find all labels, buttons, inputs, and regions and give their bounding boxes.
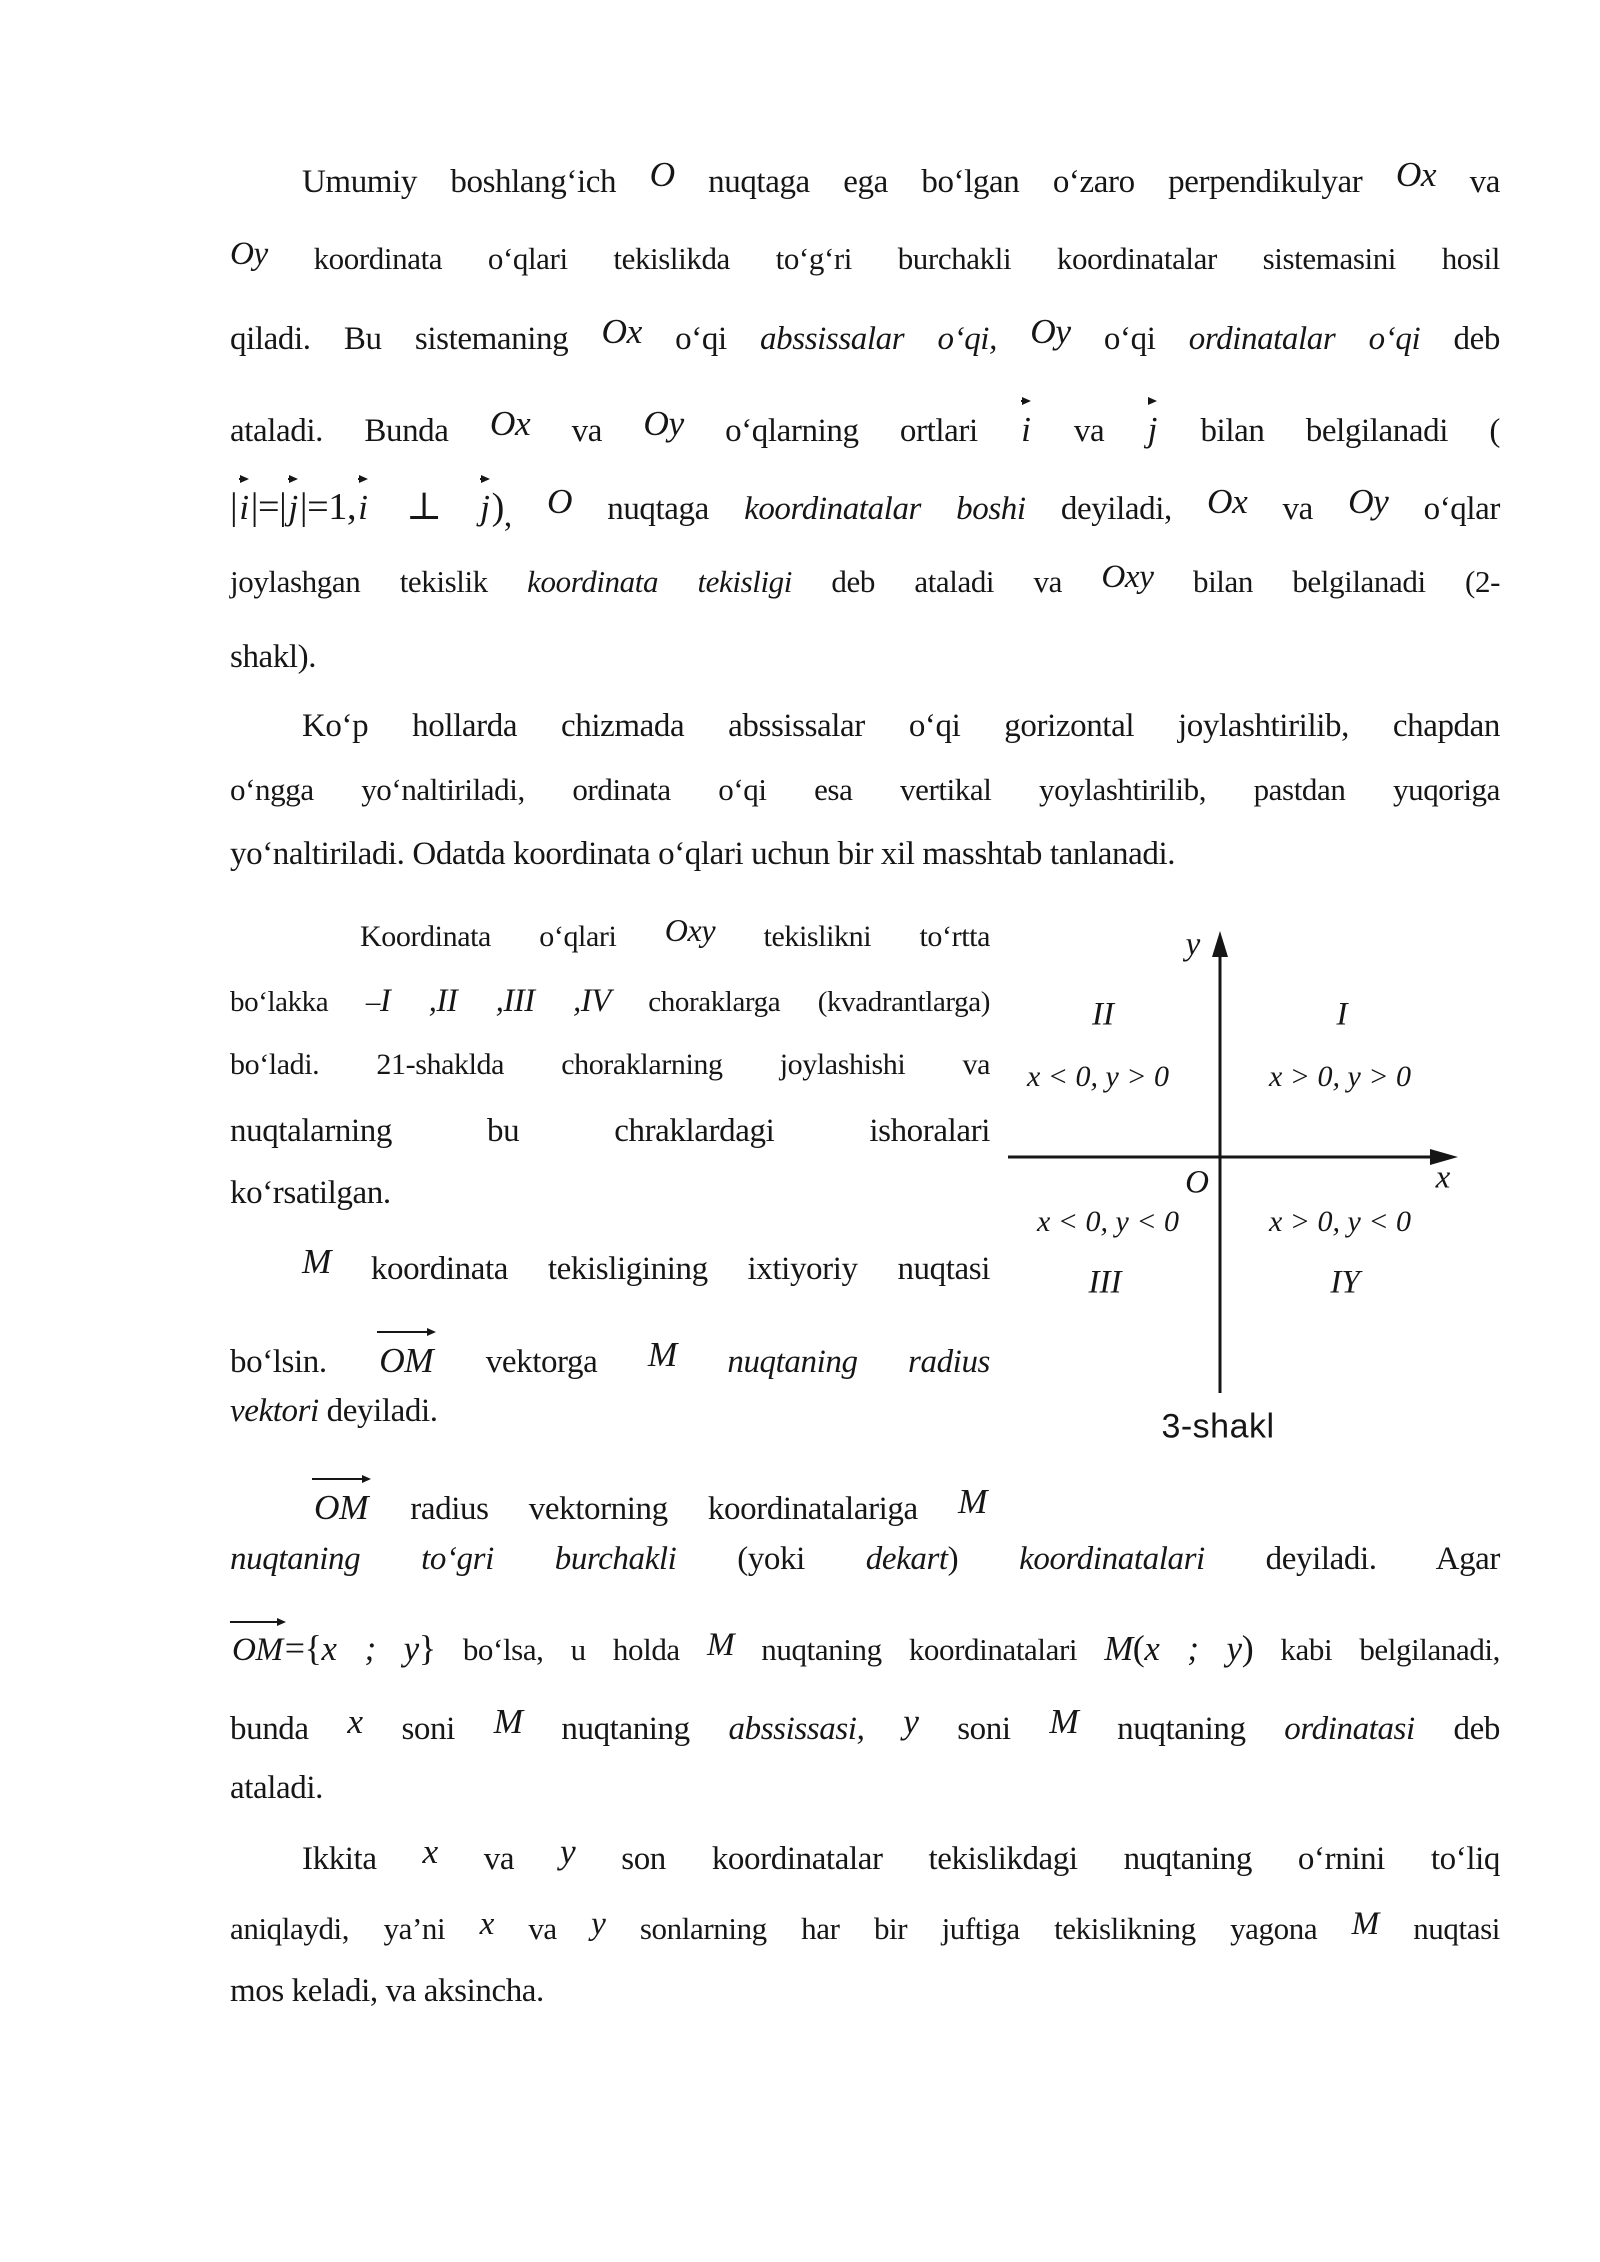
- text-segment: O: [546, 482, 573, 522]
- text-segment: nuqtaning: [1078, 1711, 1285, 1747]
- text-segment: deb ataladi va: [792, 564, 1102, 599]
- text-line: [230, 1970, 1500, 2013]
- text-segment: Oy: [1348, 482, 1389, 522]
- quadrant-2-numeral: II: [1092, 996, 1114, 1033]
- text-segment: [677, 1344, 727, 1380]
- text-segment: M: [1351, 1904, 1379, 1942]
- text-segment: ): [491, 486, 504, 528]
- text-segment: soni: [918, 1711, 1050, 1747]
- text-segment: nuqtaning to‘gri burchakli: [230, 1541, 677, 1577]
- vector-symbol: j: [1146, 397, 1159, 453]
- vector-arrow-icon: [377, 1331, 434, 1333]
- text-segment: dekart: [865, 1541, 948, 1577]
- text-segment: y: [560, 1832, 576, 1872]
- text-line: [230, 770, 1500, 810]
- text-segment: o‘qlarning ortlari: [683, 413, 1020, 449]
- text-segment: ): [947, 1541, 1020, 1577]
- vector-arrow-icon: [358, 478, 365, 480]
- text-segment: ): [1241, 1628, 1254, 1668]
- text-segment: nuqtasi: [1378, 1911, 1500, 1946]
- text-segment: kabi belgilanadi,: [1253, 1632, 1500, 1667]
- text-segment: x ; y: [321, 1629, 419, 1668]
- text-segment: Oy: [643, 404, 684, 444]
- text-segment: I ,II ,III ,IV: [379, 983, 611, 1019]
- text-segment: ataladi. Bunda: [230, 413, 490, 449]
- text-segment: Ox: [1207, 482, 1248, 522]
- text-segment: va: [1436, 164, 1500, 200]
- text-segment: mos keladi, va aksincha.: [230, 1973, 544, 2009]
- text-segment: |=|: [250, 486, 287, 528]
- quadrant-4-sign: x > 0, y < 0: [1268, 1205, 1412, 1238]
- vector-symbol: i: [1019, 397, 1032, 453]
- text-line: [230, 557, 1500, 603]
- text-segment: M: [1049, 1702, 1079, 1742]
- text-line: [360, 911, 990, 957]
- text-segment: koordinata tekisligi: [527, 564, 792, 599]
- text-line: [230, 1904, 1500, 1950]
- text-segment: bo‘ladi. 21-shaklda choraklarning joylashishi va: [230, 1048, 990, 1081]
- text-segment: nuqtaga: [572, 491, 745, 527]
- text-segment: Koordinata o‘qlari: [360, 920, 665, 953]
- text-segment: y: [591, 1904, 606, 1942]
- text-segment: ⊥: [369, 486, 479, 528]
- text-segment: radius vektorning koordinatalariga: [370, 1491, 958, 1527]
- vector-arrow-icon: [1021, 400, 1028, 402]
- text-line: [230, 980, 990, 1022]
- quadrant-4-numeral: IY: [1330, 1264, 1360, 1301]
- text-line: [230, 1328, 990, 1384]
- text-segment: koordinatalari: [1019, 1541, 1205, 1577]
- vector-arrow-icon: [1148, 400, 1155, 402]
- text-segment: |=1,: [299, 486, 357, 528]
- text-segment: (: [1132, 1628, 1145, 1668]
- text-line: [230, 1767, 1500, 1810]
- text-segment: Ko‘p hollarda chizmada abssissalar o‘qi gorizontal joylashtirilib, chapdan: [302, 708, 1500, 744]
- text-segment: Oy: [1030, 312, 1071, 352]
- text-segment: nuqtaning koordinatalari: [734, 1632, 1105, 1667]
- text-line: [230, 636, 1500, 679]
- text-segment: x: [479, 1904, 494, 1942]
- text-segment: deyiladi.: [318, 1393, 438, 1429]
- text-segment: M: [302, 1242, 332, 1282]
- text-segment: nuqtaning: [522, 1711, 729, 1747]
- text-segment: deyiladi. Agar: [1204, 1541, 1501, 1577]
- text-segment: bo‘lsin.: [230, 1344, 378, 1380]
- y-axis-label: y: [1185, 926, 1201, 963]
- text-segment: bo‘lakka –: [230, 986, 380, 1018]
- text-segment: va: [1247, 491, 1349, 527]
- text-line: [230, 397, 1500, 453]
- text-segment: O: [649, 155, 675, 195]
- text-segment: }: [418, 1628, 436, 1668]
- text-segment: joylashgan tekislik: [230, 564, 528, 599]
- text-segment: o‘qi: [641, 321, 761, 357]
- text-segment: bilan belgilanadi (2-: [1153, 564, 1500, 599]
- axes-icon: [990, 915, 1490, 1475]
- text-segment: [997, 321, 1030, 357]
- text-line: [230, 312, 1500, 361]
- text-line: [230, 1538, 1500, 1581]
- text-segment: bo‘lsa, u holda: [435, 1632, 707, 1667]
- vector-arrow-icon: [239, 478, 246, 480]
- text-segment: ,: [503, 498, 547, 535]
- vector-symbol: OM: [230, 1618, 285, 1671]
- vector-arrow-icon: [230, 1621, 284, 1623]
- text-segment: (yoki: [676, 1541, 866, 1577]
- text-segment: deyiladi,: [1025, 491, 1207, 527]
- quadrant-1-sign: x > 0, y > 0: [1268, 1060, 1412, 1093]
- text-segment: Ox: [601, 312, 642, 352]
- text-segment: o‘qlar: [1388, 491, 1500, 527]
- text-line: [230, 1702, 1500, 1751]
- text-segment: vektorga: [435, 1344, 648, 1380]
- text-segment: [864, 1711, 903, 1747]
- text-segment: abssissasi,: [728, 1711, 865, 1747]
- text-segment: ko‘rsatilgan.: [230, 1175, 391, 1211]
- text-line: [230, 1618, 1500, 1672]
- text-segment: o‘ngga yo‘naltiriladi, ordinata o‘qi esa vertikal yoylashtirilib, pastdan yuqoriga: [230, 772, 1500, 807]
- text-segment: yo‘naltiriladi. Odatda koordinata o‘qlari uchun bir xil masshtab tanlanadi.: [230, 836, 1176, 872]
- figure-caption: 3-shakl: [1161, 1407, 1275, 1446]
- text-segment: M: [706, 1625, 735, 1663]
- text-segment: x ; y: [1144, 1629, 1242, 1668]
- text-line: [312, 1475, 987, 1531]
- text-segment: Umumiy boshlang‘ich: [302, 164, 650, 200]
- text-segment: y: [903, 1702, 919, 1742]
- text-segment: M: [647, 1335, 677, 1375]
- text-segment: abssissalar o‘qi,: [760, 321, 997, 357]
- vector-symbol: OM: [377, 1328, 435, 1384]
- text-line: [302, 1832, 1500, 1881]
- text-line: [230, 475, 1500, 533]
- vector-arrow-icon: [480, 478, 487, 480]
- text-segment: ={: [284, 1628, 322, 1668]
- quadrant-3-numeral: III: [1088, 1264, 1122, 1301]
- text-line: [230, 1390, 990, 1433]
- text-line: [230, 833, 1500, 876]
- text-segment: nuqtalarning bu chraklardagi ishoralari: [230, 1113, 990, 1149]
- quadrant-2-sign: x < 0, y > 0: [1026, 1060, 1170, 1093]
- text-segment: nuqtaga ega bo‘lgan o‘zaro perpendikulyar: [674, 164, 1396, 200]
- text-segment: deb: [1414, 1711, 1500, 1747]
- text-segment: M: [493, 1702, 523, 1742]
- vector-symbol: i: [237, 475, 250, 531]
- text-line: [230, 1045, 990, 1084]
- text-segment: choraklarga (kvadrantlarga): [610, 986, 990, 1018]
- quadrants-figure: [990, 915, 1490, 1475]
- text-segment: deb: [1420, 321, 1500, 357]
- text-segment: sonlarning har bir juftiga tekislikning yagona: [605, 1911, 1352, 1946]
- text-segment: koordinatalar boshi: [744, 491, 1026, 527]
- quadrant-1-numeral: I: [1336, 996, 1348, 1033]
- text-segment: bunda: [230, 1711, 348, 1747]
- x-axis-label: x: [1435, 1159, 1451, 1196]
- text-line: [230, 1172, 990, 1215]
- text-segment: nuqtaning radius: [727, 1344, 990, 1380]
- text-segment: |: [230, 486, 238, 528]
- text-segment: o‘qi: [1070, 321, 1189, 357]
- y-axis-arrow-icon: [1212, 931, 1228, 957]
- text-segment: bilan belgilanadi (: [1159, 413, 1500, 449]
- origin-label: O: [1185, 1164, 1209, 1201]
- text-segment: tekislikni to‘rtta: [715, 920, 990, 953]
- text-line: [230, 1110, 990, 1153]
- vector-symbol: i: [356, 475, 369, 531]
- text-line: [302, 1242, 990, 1291]
- text-segment: M: [1104, 1629, 1133, 1668]
- text-segment: va: [437, 1841, 561, 1877]
- text-segment: koordinata o‘qlari tekislikda to‘g‘ri burchakli koordinatalar sistemasini hosil: [267, 241, 1500, 276]
- text-segment: Oxy: [664, 911, 716, 948]
- text-segment: Oy: [230, 234, 268, 272]
- text-line: [302, 705, 1500, 748]
- text-segment: qiladi. Bu sistemaning: [230, 321, 602, 357]
- text-segment: Ikkita: [302, 1841, 423, 1877]
- text-segment: x: [347, 1702, 363, 1742]
- text-segment: M: [957, 1482, 987, 1522]
- quadrant-3-sign: x < 0, y < 0: [1036, 1205, 1180, 1238]
- text-segment: ordinatasi: [1284, 1711, 1415, 1747]
- vector-symbol: j: [286, 475, 299, 531]
- vector-arrow-icon: [312, 1478, 369, 1480]
- text-segment: va: [1032, 413, 1146, 449]
- text-segment: va: [530, 413, 644, 449]
- text-segment: ordinatalar o‘qi: [1188, 321, 1421, 357]
- vector-symbol: OM: [312, 1475, 370, 1531]
- text-segment: aniqlaydi, ya’ni: [230, 1911, 480, 1946]
- text-segment: ataladi.: [230, 1770, 323, 1806]
- text-segment: Oxy: [1101, 557, 1154, 595]
- text-segment: koordinata tekisligining ixtiyoriy nuqtasi: [331, 1251, 990, 1287]
- vector-arrow-icon: [288, 478, 295, 480]
- text-segment: soni: [362, 1711, 494, 1747]
- text-segment: va: [493, 1911, 592, 1946]
- text-segment: son koordinatalar tekislikdagi nuqtaning o‘rnini to‘liq: [575, 1841, 1500, 1877]
- text-segment: Ox: [489, 404, 531, 444]
- text-segment: x: [422, 1832, 438, 1872]
- vector-symbol: j: [478, 475, 491, 531]
- text-line: [302, 155, 1500, 204]
- text-line: [230, 234, 1500, 280]
- text-segment: Ox: [1395, 155, 1437, 195]
- text-segment: shakl).: [230, 639, 317, 675]
- text-segment: vektori: [230, 1393, 319, 1429]
